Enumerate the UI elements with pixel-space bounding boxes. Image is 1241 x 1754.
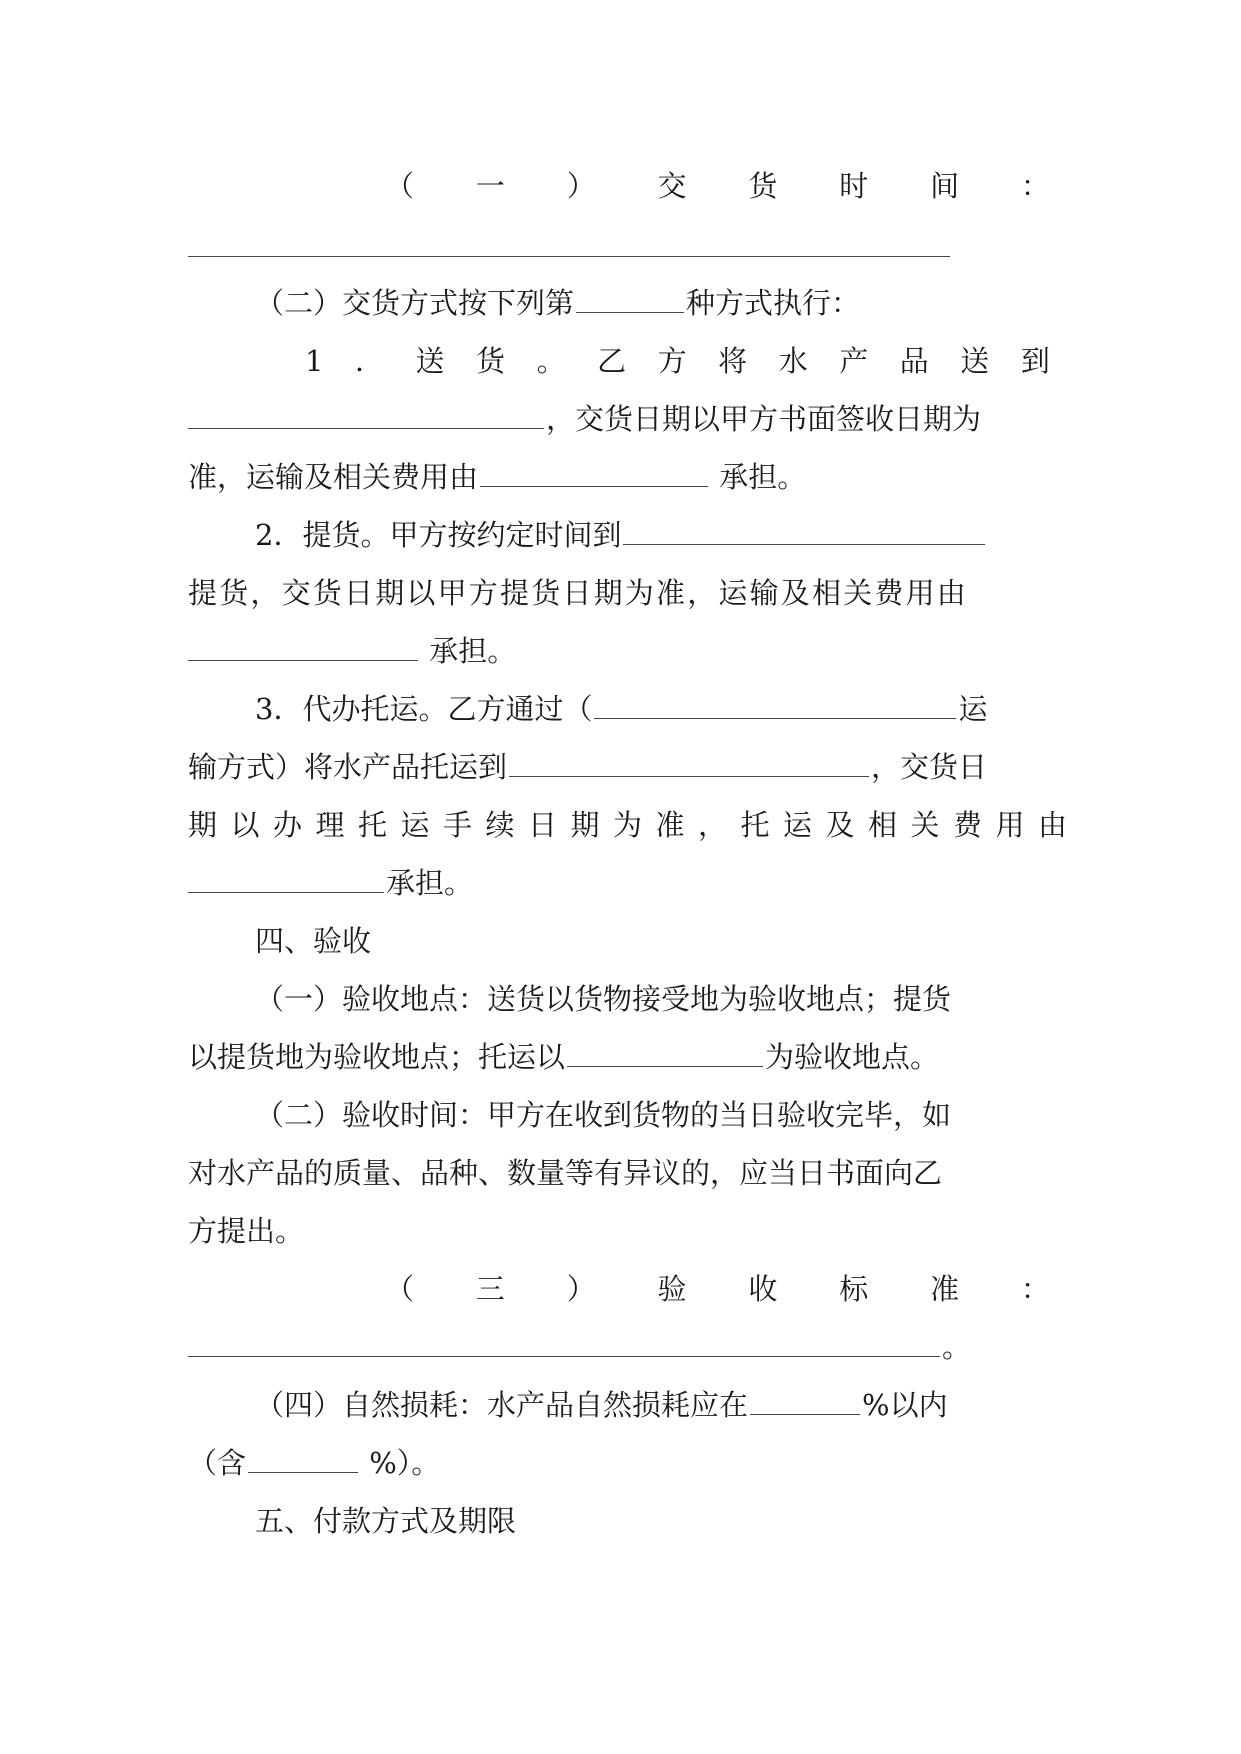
inspection-location-line-2: 以提货地为验收地点；托运以 为验收地点。 [188,1040,940,1074]
section-four-heading: 四、验收 [255,924,372,958]
consign-destination-blank[interactable] [509,754,869,777]
pickup-line-2: 提货，交货日期以甲方提货日期为准，运输及相关费用由 [188,576,969,610]
consign-line-3: 期以办理托运手续日期为准，托运及相关费用由 [188,808,1081,842]
consign-line-4: 承担。 [188,854,1050,912]
option-send-goods: 1 ． 送 货 。 乙 方 将 水 产 品 送 到 [305,344,1050,378]
consign-cost-bearer-blank[interactable] [188,870,384,893]
inspection-location-line-1: （一）验收地点：送货以货物接受地为验收地点；提货 [255,982,952,1016]
consign-line-2: 输方式）将水产品托运到 ，交货日 [188,750,988,784]
consign-inspection-place-blank[interactable] [567,1044,763,1067]
delivery-time-blank[interactable] [188,256,950,257]
send-goods-line-3: 准，运输及相关费用由 承担。 [188,460,807,494]
inspection-time-line-2: 对水产品的质量、品种、数量等有异议的，应当日书面向乙 [188,1156,943,1190]
section-five-heading: 五、付款方式及期限 [255,1504,517,1538]
natural-loss-line-2: （含 %）。 [188,1446,441,1480]
inspection-time-line-3: 方提出。 [188,1214,305,1248]
inspection-standard-line-2: 。 [188,1318,1050,1376]
natural-loss-percent-blank[interactable] [750,1392,860,1415]
inspection-standard-blank[interactable] [188,1334,940,1357]
delivery-method-choice-blank[interactable] [576,290,684,313]
inspection-time-line-1: （二）验收时间：甲方在收到货物的当日验收完毕，如 [255,1098,952,1132]
heading-inspection-standard: （ 三 ） 验 收 标 准 ： [385,1272,1050,1306]
natural-loss-inclusive-blank[interactable] [248,1450,358,1473]
natural-loss-line-1: （四）自然损耗：水产品自然损耗应在 %以内 [255,1388,948,1422]
pickup-cost-bearer-blank[interactable] [188,638,418,661]
send-destination-blank[interactable] [188,406,544,429]
send-cost-bearer-blank[interactable] [480,464,708,487]
send-goods-line-2: ，交货日期以甲方书面签收日期为 [188,390,1050,448]
heading-delivery-time: （ 一 ） 交 货 时 间 ： [385,169,1050,203]
transport-mode-blank[interactable] [594,696,956,719]
option-pickup: 2．提货。甲方按约定时间到 [255,506,1050,564]
pickup-line-3: 承担。 [188,622,1050,680]
pickup-location-blank[interactable] [623,522,985,545]
delivery-method-line: （二）交货方式按下列第 种方式执行： [255,286,861,320]
option-consign: 3．代办托运。乙方通过（ 运 [255,692,988,726]
